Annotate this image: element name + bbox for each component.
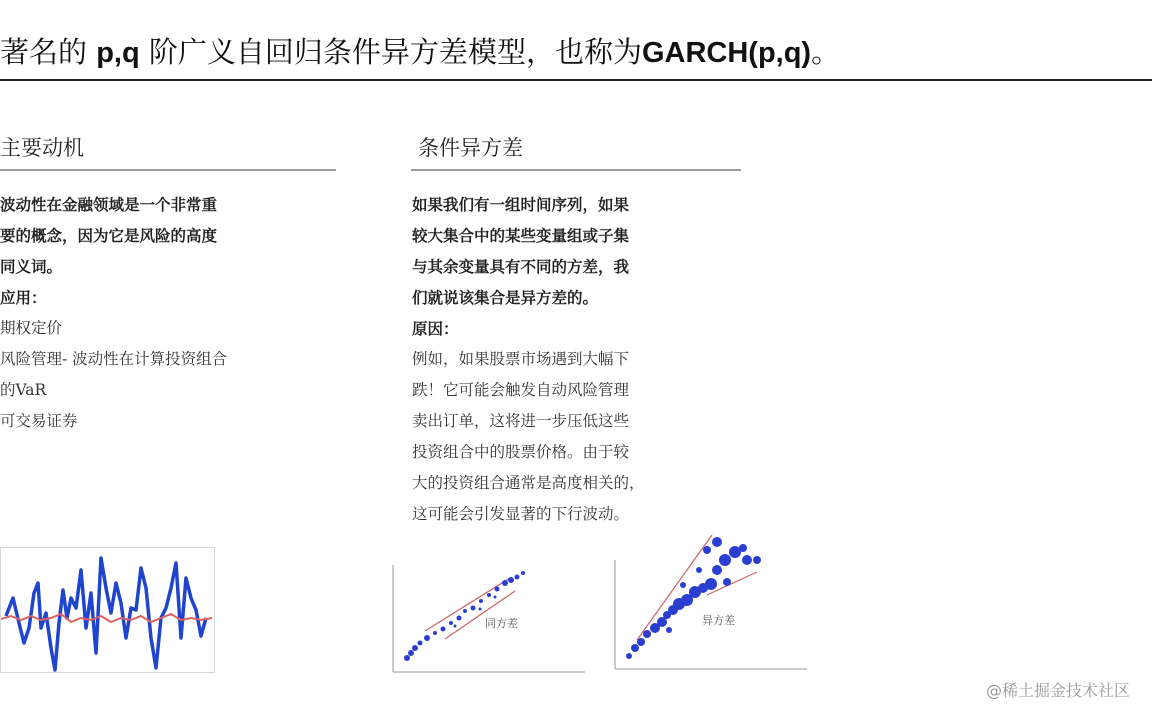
section-heading-motivation: 主要动机 [0,136,84,160]
definition-line: 较大集合中的某些变量组或子集 [412,226,630,245]
reason-label: 原因： [412,319,459,338]
reason-line: 大的投资组合通常是高度相关的， [412,474,645,492]
heteroscedasticity-text [412,189,752,530]
definition-line: 们就说该集合是异方差的。 [412,288,599,307]
intro-line: 同义词。 [0,257,63,276]
volatility-chart [0,547,215,673]
motivation-text [0,189,340,437]
intro-line: 要的概念，因为它是风险的高度 [0,226,218,245]
heteroscedastic-label: 异方差 [702,614,735,627]
application-item: 期权定价 [0,319,63,337]
reason-line: 例如，如果股票市场遇到大幅下 [412,350,630,368]
heteroscedastic-graphic [607,530,817,680]
volatility-series-graphic [1,548,214,672]
homoscedastic-scatter-plot [385,553,595,683]
application-item: 可交易证券 [0,412,78,430]
title-divider [0,79,1152,81]
intro-line: 波动性在金融领域是一个非常重 [0,195,218,214]
page-title: 著名的 p,q 阶广义自回归条件异方差模型，也称为GARCH(p,q)。 [0,35,841,69]
application-item: 风险管理- 波动性在计算投资组合 [0,350,228,368]
heteroscedastic-scatter-plot [607,530,817,680]
reason-line: 跌！它可能会触发自动风险管理 [412,381,630,399]
section-heading-heteroscedasticity: 条件异方差 [418,136,523,160]
section-divider [411,169,741,171]
section-divider [0,169,336,171]
applications-label: 应用： [0,288,47,307]
homoscedastic-label: 同方差 [485,617,518,630]
definition-line: 与其余变量具有不同的方差，我 [412,257,630,276]
reason-line: 这可能会引发显著的下行波动。 [412,505,630,523]
watermark: @稀土掘金技术社区 [985,681,1130,700]
reason-line: 投资组合中的股票价格。由于较 [412,443,630,461]
application-item: 的VaR [0,381,47,399]
definition-line: 如果我们有一组时间序列，如果 [412,195,630,214]
reason-line: 卖出订单，这将进一步压低这些 [412,412,630,430]
